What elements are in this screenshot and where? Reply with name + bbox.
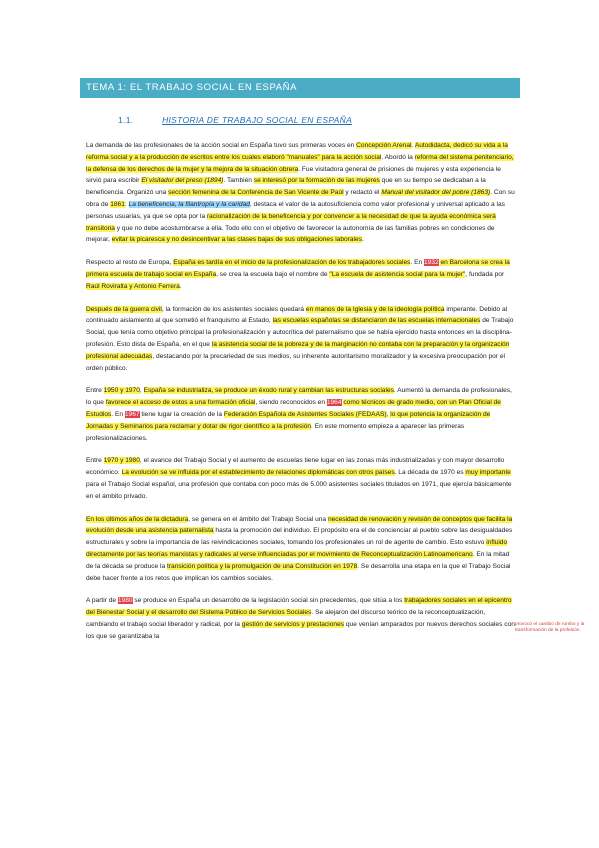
highlighted-text: En los últimos años de la dictadura bbox=[86, 515, 189, 523]
highlighted-text: 1970 y 1980 bbox=[103, 457, 140, 465]
text-run: , la formación de los asistentes sociales quedará bbox=[161, 305, 306, 313]
highlighted-text: Concepción Arenal bbox=[356, 142, 412, 149]
section-number: 1.1. bbox=[118, 115, 134, 125]
paragraph bbox=[86, 455, 516, 502]
text-run: , destacando por la precariedad de sus medios, su inherente autoritarismo moralizador y la excesiva preocupación por el orden público. bbox=[86, 352, 505, 372]
highlighted-text: en manos de la Iglesia y de la ideología política bbox=[305, 305, 445, 313]
paragraph bbox=[86, 514, 516, 585]
text-run: , bbox=[139, 387, 144, 395]
text-run: , bbox=[386, 410, 391, 418]
highlighted-text: Federación Española de Asistentes Sociales (FEDAAS) bbox=[223, 410, 387, 418]
text-run: . En bbox=[410, 259, 424, 267]
highlighted-text: como técnicos de grado medio, con un Plan Oficial de Estudios bbox=[86, 399, 501, 418]
chapter-title-banner: TEMA 1: EL TRABAJO SOCIAL EN ESPAÑA bbox=[80, 78, 520, 98]
text-run: , el avance del Trabajo Social y el aumento de escuelas tiene lugar en las zonas más industrializadas y con mayor desarrollo económico. bbox=[86, 457, 505, 477]
text-run: imperante. Debido al continuado aislamiento al que sometió el franquismo al Estado, bbox=[86, 305, 508, 325]
text-run: . Abordó la bbox=[381, 153, 415, 161]
highlighted-text: 1980 bbox=[117, 597, 133, 605]
highlighted-text: las escuelas españolas se distanciaron de las escuelas internacionales bbox=[272, 317, 481, 325]
text-run: , destaca el valor de la autosuficiencia como valor profesional y universal aplicado a las personas usuarias, ya que se opta por la bbox=[86, 200, 505, 220]
text-run: Entre bbox=[86, 387, 104, 395]
highlighted-text: La evolución se ve influida por el establecimiento de relaciones diplomáticas con otros países bbox=[121, 469, 395, 477]
text-run: . Fue visitadora general de prisiones de mujeres y esta experiencia le sirvió para escribir bbox=[86, 165, 501, 185]
text-run: . En bbox=[111, 410, 125, 418]
highlighted-text: Autodidacta, dedicó su vida a la reforma social y a la producción de escritos entre los cuales elaboró "manuales" para la acción social bbox=[86, 142, 508, 161]
highlighted-text: El visitador del preso (1894) bbox=[141, 177, 224, 185]
highlighted-text: La beneficencia, la filantropía y la caridad bbox=[128, 200, 250, 208]
text-run: . bbox=[411, 142, 415, 149]
paragraph bbox=[86, 257, 516, 292]
text-run: , siendo reconocidos en bbox=[255, 399, 327, 407]
highlighted-text: sección femenina de la Conferencia de San Vicente de Paúl bbox=[168, 189, 344, 197]
text-run: . Se alejaron del discurso teórico de la reconceptualización, cambiando el trabajo social liberador y radical, por la bbox=[86, 609, 486, 628]
highlighted-text: racionalización de la beneficencia y por convencer a la necesidad de que la ayuda económica será transitoria bbox=[86, 212, 496, 232]
highlighted-text: "La escuela de asistencia social para la mujer" bbox=[329, 270, 466, 278]
text-run: Entre bbox=[86, 457, 104, 465]
text-run: . En la mitad de la década se produce la bbox=[86, 550, 510, 570]
highlighted-text: se interesó por la formación de las mujeres bbox=[253, 177, 380, 185]
text-run: A partir de bbox=[86, 597, 118, 605]
text-run: , se crea la escuela bajo el nombre de bbox=[216, 270, 330, 278]
text-run: , se genera en el ámbito del Trabajo Social una bbox=[188, 515, 328, 523]
highlighted-text: favorece el acceso de estos a una formación oficial bbox=[105, 399, 256, 407]
text-run: , fundada por bbox=[465, 270, 505, 278]
highlighted-text: evitar la picaresca y no desincentivar a las clases bajas de sus obligaciones laborales bbox=[111, 236, 362, 244]
text-run: de Trabajo Social, que tenía como objetivo principal la profesionalización y autocrítica del paternalismo que se había ejercido hasta entonces en la disciplina-profesión. Esto dista de España, en el que bbox=[86, 317, 514, 348]
paragraph bbox=[86, 595, 516, 642]
highlighted-text: muy importante bbox=[465, 469, 511, 477]
text-run: para el Trabajo Social español, una profesión que contaba con poco más de 5.000 asistentes sociales titulados en 1971, que ejercía básicamente en el ámbito privado. bbox=[86, 480, 512, 500]
highlighted-text: 1950 y 1970 bbox=[103, 387, 140, 395]
text-run: se produce en España un desarrollo de la legislación social sin precedentes, que sitúa a los bbox=[132, 597, 405, 605]
text-run: que venían amparados por nuevos derechos sociales con los que se garantizaba la bbox=[86, 620, 515, 640]
text-run: : bbox=[124, 200, 129, 208]
highlighted-text: en Barcelona se crea la primera escuela de trabajo social en España bbox=[86, 259, 510, 278]
highlighted-text: 1967 bbox=[124, 410, 140, 418]
highlighted-text: España se industrializa, se produce un éxodo rural y cambian las estructuras sociales bbox=[143, 387, 394, 395]
text-run: y redactó el bbox=[343, 189, 382, 197]
text-run: . bbox=[362, 236, 364, 244]
text-run: que en su tiempo se dedicaban a la beneficencia. Organizó una bbox=[86, 177, 486, 197]
highlighted-text: lo que potencia la organización de Jornadas y Seminarios para reclamar y dotar de rigor científico a la profesión bbox=[86, 410, 491, 430]
highlighted-text: 1861 bbox=[110, 200, 125, 208]
text-run: Respecto al resto de Europa, bbox=[86, 259, 174, 267]
paragraph bbox=[86, 385, 516, 444]
highlighted-text: Manual del visitador del pobre (1863) bbox=[381, 189, 491, 197]
document-body bbox=[86, 140, 516, 653]
highlighted-text: influido directamente por las teorías marxistas y radicales al verse influenciadas por el movimiento de Reconceptualización Latinoamericano bbox=[86, 539, 508, 558]
text-run: tiene lugar la creación de la bbox=[139, 410, 224, 418]
highlighted-text: trabajadores sociales en el epicentro del Bienestar Social y el desarrollo del Sistema Público de Servicios Sociales bbox=[86, 597, 512, 617]
highlighted-text: necesidad de renovación y revisión de conceptos que facilita la evolución desde una asistencia paternalista bbox=[86, 515, 513, 535]
highlighted-text: 1964 bbox=[326, 399, 342, 407]
section-title: HISTORIA DE TRABAJO SOCIAL EN ESPAÑA bbox=[162, 115, 353, 125]
text-run: . Con su obra de bbox=[86, 189, 515, 208]
highlighted-text: la asistencia social de la pobreza y de la marginación no contaba con la preparación y la organización profesional adecuadas bbox=[86, 340, 510, 360]
section-heading bbox=[118, 115, 352, 125]
text-run: . En este momento empieza a aparecer las primeras profesionalizaciones. bbox=[86, 422, 465, 442]
text-run: . Aumentó la demanda de profesionales, lo que bbox=[86, 387, 512, 407]
text-run: . bbox=[179, 282, 182, 290]
text-run: La demanda de las profesionales de la acción social en España tuvo sus primeras voces en bbox=[86, 142, 357, 149]
highlighted-text: reforma del sistema penitenciario, la defensa de los derechos de la mujer y la mejora de la situación obrera bbox=[86, 153, 514, 173]
highlighted-text: Después de la guerra civil bbox=[86, 305, 162, 313]
text-run: . La década de 1970 es bbox=[394, 469, 466, 477]
text-run: y que no debe acostumbrarse a ella. Todo ello con el objetivo de favorecer la autonomía de las familias pobres en condiciones de mejorar, bbox=[86, 224, 495, 244]
text-run: . Se desarrolla una etapa en la que el Trabajo Social debe hacer frente a los retos que implican los cambios sociales. bbox=[86, 562, 511, 582]
text-run: . También bbox=[223, 177, 254, 185]
margin-comment: provocó el cambio de rumbo y la transformación de la profesión bbox=[515, 622, 585, 633]
text-run: hasta la promoción del individuo. El propósito era el de concienciar al pueblo sobre las desigualdades estructurales y sobre la importancia de las reivindicaciones sociales, tomando los profesionales un rol de agente de cambio. Esto estuvo bbox=[86, 527, 513, 547]
highlighted-text: gestión de servicios y prestaciones bbox=[241, 620, 345, 628]
paragraph bbox=[86, 140, 516, 246]
paragraph bbox=[86, 304, 516, 375]
highlighted-text: España es tardía en el inicio de la profesionalización de los trabajadores sociales bbox=[173, 259, 411, 267]
highlighted-text: Raúl Roviralta y Antonio Ferrera bbox=[86, 282, 180, 290]
highlighted-text: transición política y la promulgación de una Constitución en 1978 bbox=[167, 562, 358, 570]
highlighted-text: 1932 bbox=[423, 259, 439, 267]
